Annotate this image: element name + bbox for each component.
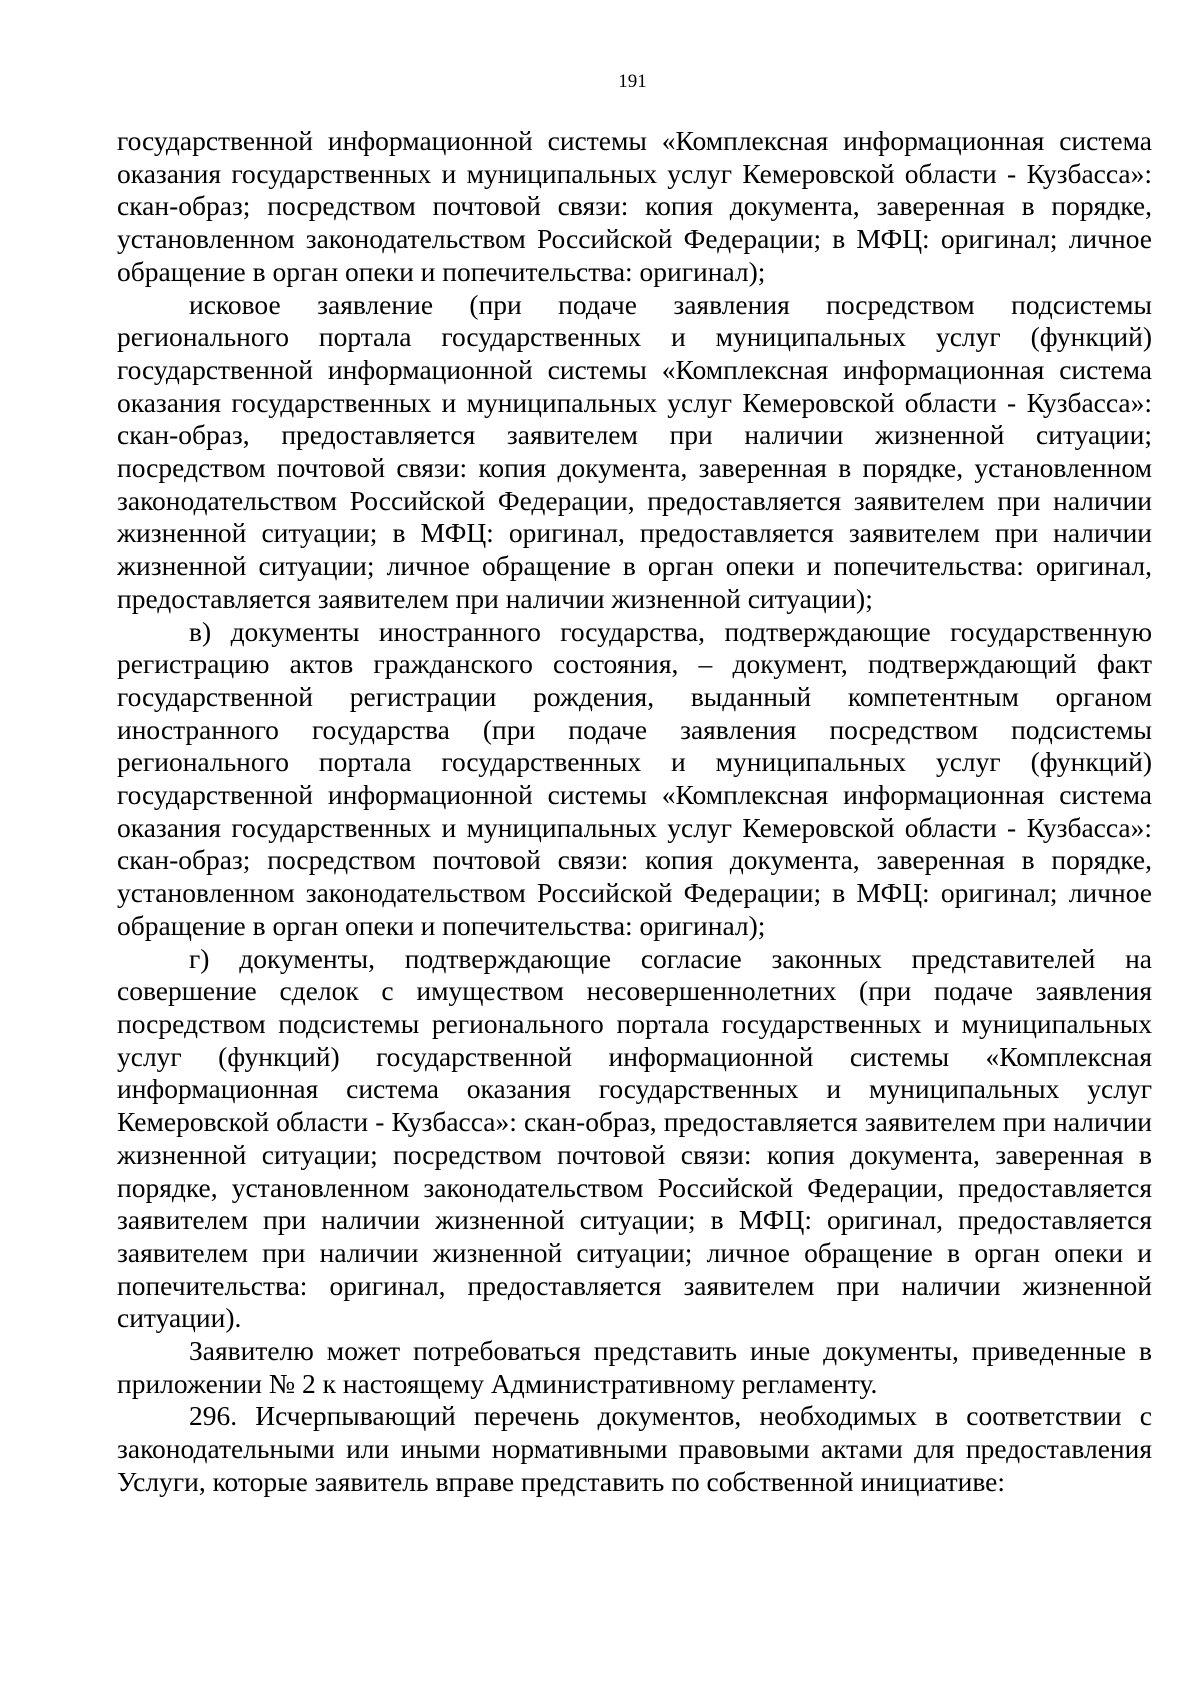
paragraph-continuation: государственной информационной системы «Комплексная информационная система оказания государственных и муниципальных услуг Кемеровской области - Кузбасса»: скан-образ; посредством почтовой связи: копия документа, заверенная в порядке, установленном законодательством Российской Федерации; в МФЦ: оригинал; личное обращение в орган опеки и попечительства: оригинал); (117, 125, 1152, 287)
paragraph-item-g-consent-documents: г) документы, подтверждающие согласие законных представителей на совершение сделок с имуществом несовершеннолетних (при подаче заявления посредством подсистемы регионального портала государственных и муниципальных услуг (функций) государственной информационной системы «Комплексная информационная система оказания государственных и муниципальных услуг Кемеровской области - Кузбасса»: скан-образ, предоставляется заявителем при наличии жизненной ситуации; посредством почтовой связи: копия документа, заверенная в порядке, установленном законодательством Российской Федерации, предоставляется заявителем при наличии жизненной ситуации; в МФЦ: оригинал, предоставляется заявителем при наличии жизненной ситуации; личное обращение в орган опеки и попечительства: оригинал, предоставляется заявителем при наличии жизненной ситуации). (117, 942, 1152, 1334)
paragraph-lawsuit-statement: исковое заявление (при подаче заявления посредством подсистемы регионального портала государственных и муниципальных услуг (функций) государственной информационной системы «Комплексная информационная система оказания государственных и муниципальных услуг Кемеровской области - Кузбасса»: скан-образ, предоставляется заявителем при наличии жизненной ситуации; посредством почтовой связи: копия документа, заверенная в порядке, установленном законодательством Российской Федерации, предоставляется заявителем при наличии жизненной ситуации; в МФЦ: оригинал, предоставляется заявителем при наличии жизненной ситуации; личное обращение в орган опеки и попечительства: оригинал, предоставляется заявителем при наличии жизненной ситуации); (117, 288, 1152, 614)
document-body (117, 125, 1152, 1499)
paragraph-section-296: 296. Исчерпывающий перечень документов, необходимых в соответствии с законодательными или иными нормативными правовыми актами для предоставления Услуги, которые заявитель вправе представить по собственной инициативе: (117, 1400, 1152, 1497)
page-number: 191 (618, 71, 647, 92)
paragraph-item-v-foreign-documents: в) документы иностранного государства, подтверждающие государственную регистрацию актов гражданского состояния, – документ, подтверждающий факт государственной регистрации рождения, выданный компетентным органом иностранного государства (при подаче заявления посредством подсистемы регионального портала государственных и муниципальных услуг (функций) государственной информационной системы «Комплексная информационная система оказания государственных и муниципальных услуг Кемеровской области - Кузбасса»: скан-образ; посредством почтовой связи: копия документа, заверенная в порядке, установленном законодательством Российской Федерации; в МФЦ: оригинал; личное обращение в орган опеки и попечительства: оригинал); (117, 615, 1152, 941)
paragraph-additional-documents: Заявителю может потребоваться представить иные документы, приведенные в приложении № 2 к настоящему Административному регламенту. (117, 1335, 1152, 1399)
